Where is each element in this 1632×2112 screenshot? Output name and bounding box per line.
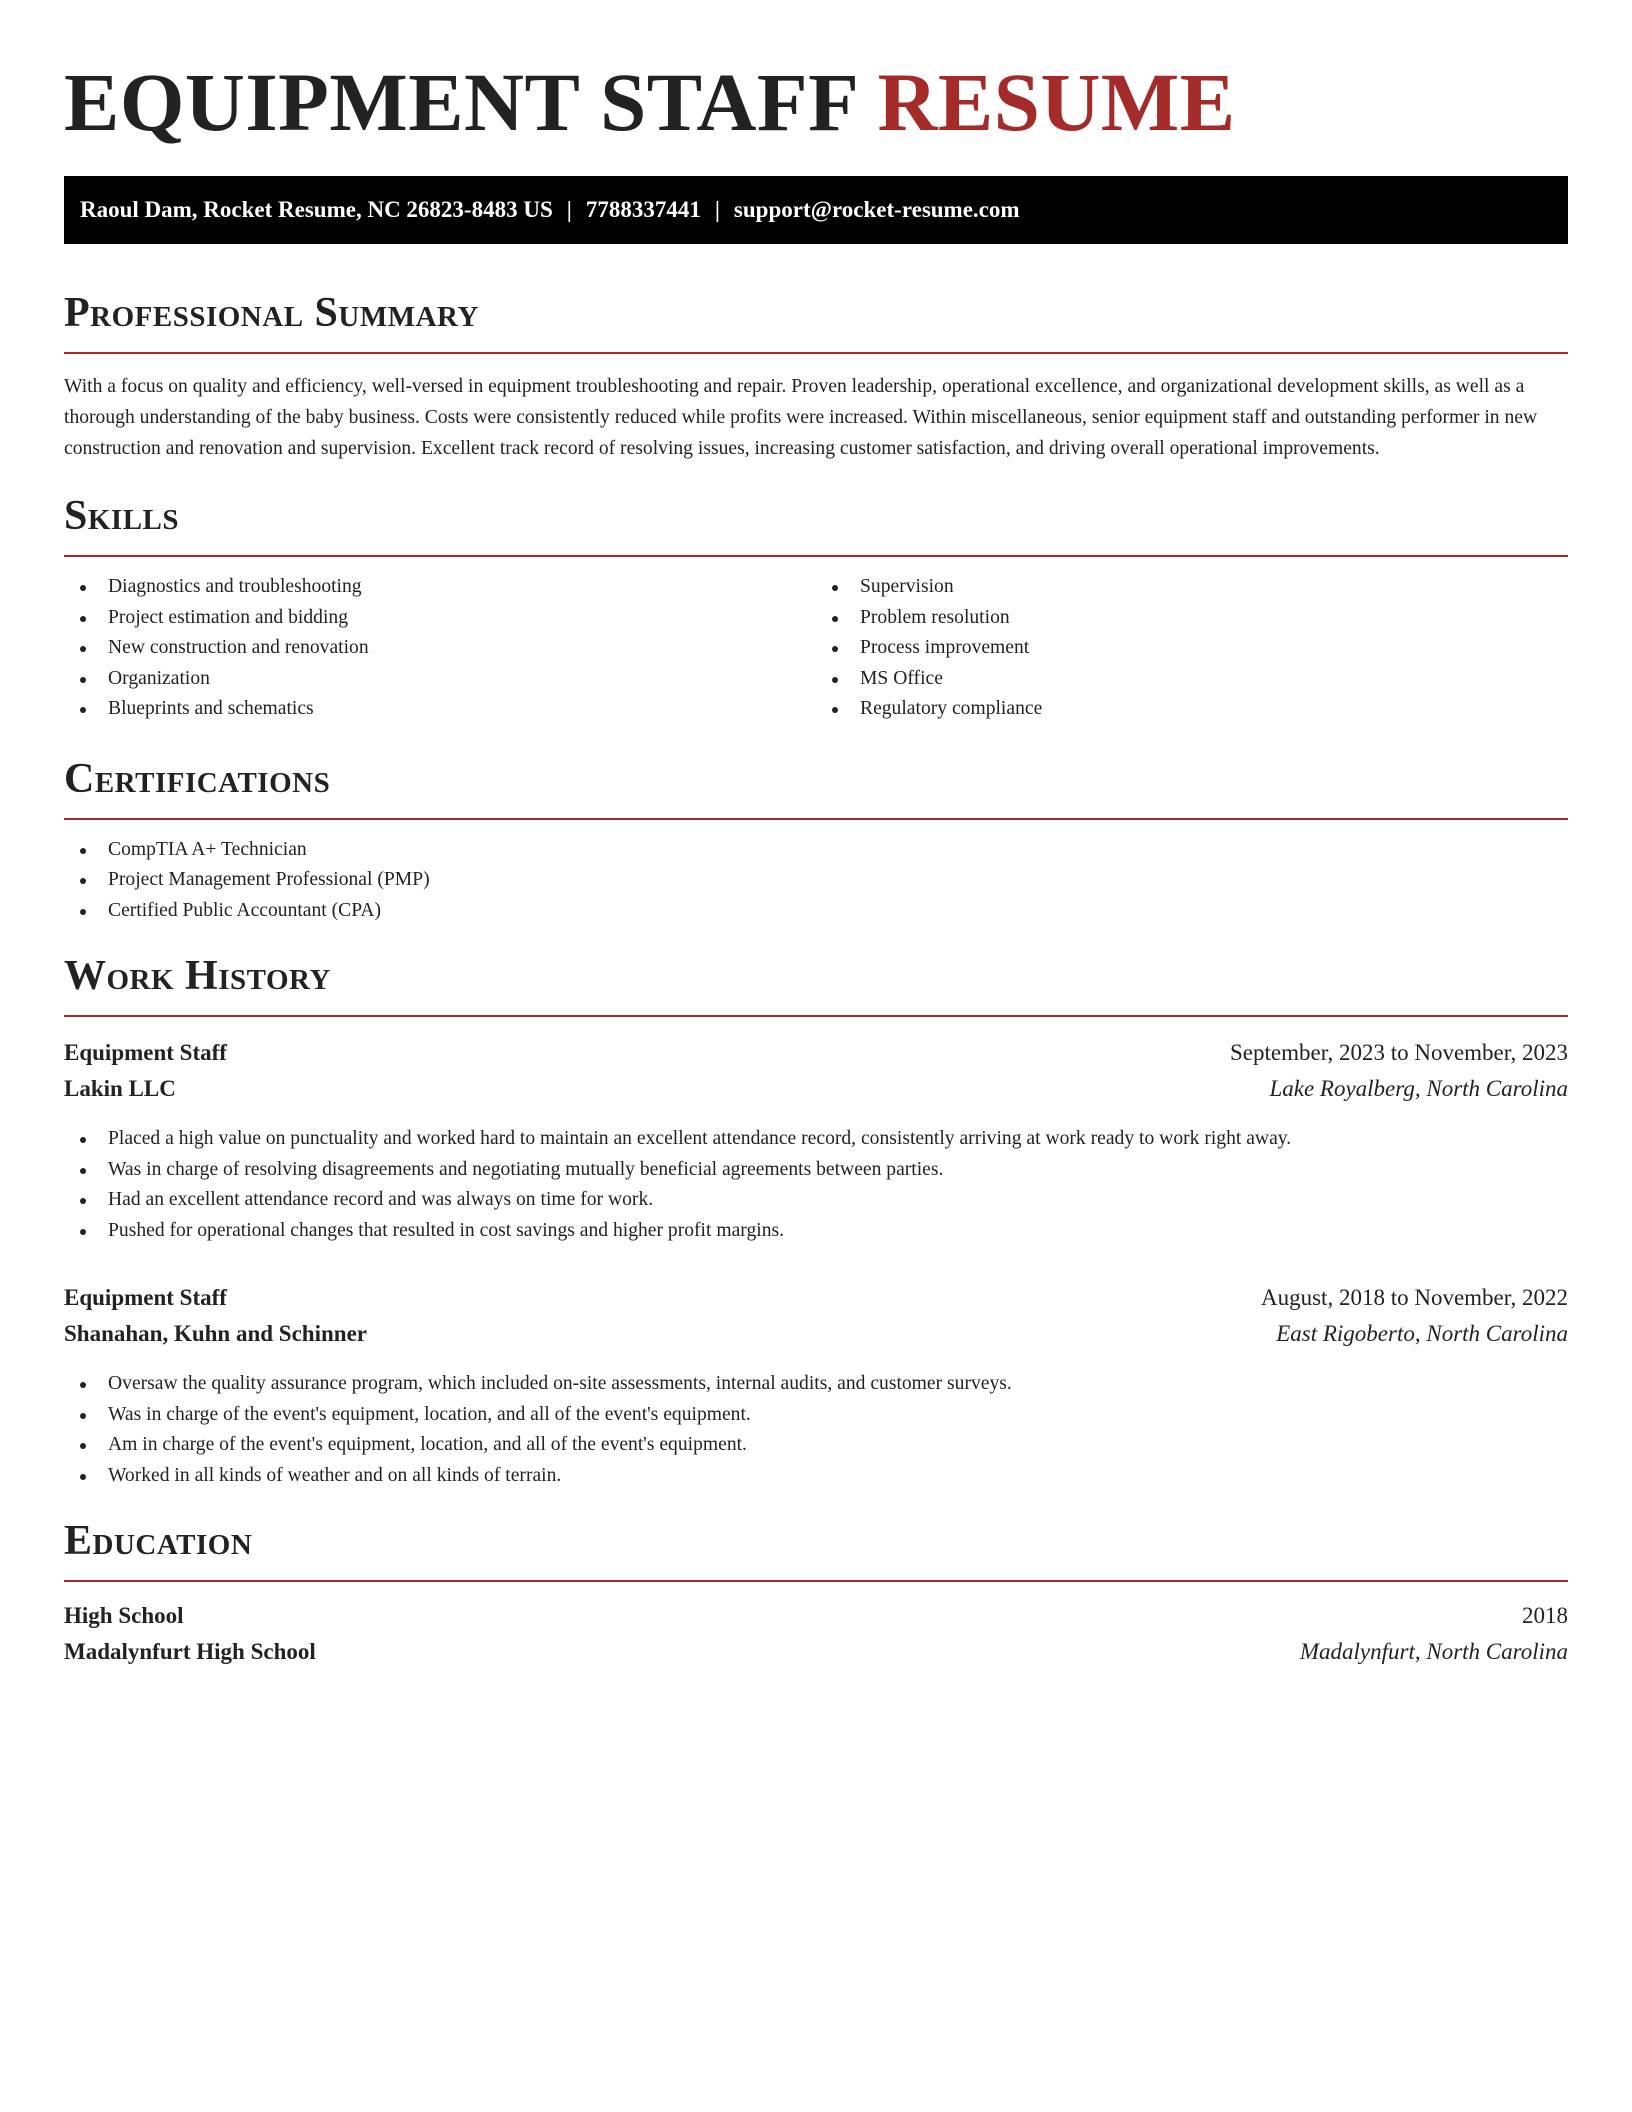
section-heading-skills: Skills <box>64 493 180 539</box>
education-entry <box>64 1598 1568 1670</box>
job-bullet: Had an excellent attendance record and was always on time for work. <box>80 1185 1568 1216</box>
skill-item: New construction and renovation <box>80 633 816 664</box>
education-location: Madalynfurt, North Carolina <box>1299 1639 1568 1664</box>
section-divider <box>64 1580 1568 1582</box>
education-section <box>64 1516 1568 1670</box>
job-header-row <box>64 1280 1568 1316</box>
company-name: Shanahan, Kuhn and Schinner <box>64 1321 367 1346</box>
job-bullet: Oversaw the quality assurance program, which included on-site assessments, internal audits, and customer surveys. <box>80 1369 1568 1400</box>
section-heading-education: Education <box>64 1518 253 1564</box>
skills-list-left <box>64 572 816 725</box>
certification-item: CompTIA A+ Technician <box>80 835 1568 866</box>
education-year: 2018 <box>1522 1603 1568 1628</box>
certifications-section <box>64 754 1568 927</box>
certification-item: Project Management Professional (PMP) <box>80 865 1568 896</box>
section-divider <box>64 818 1568 820</box>
job-bullet: Placed a high value on punctuality and worked hard to maintain an excellent attendance record, consistently arriving at work ready to work right away. <box>80 1124 1568 1155</box>
job-company-row <box>64 1316 1568 1352</box>
job-bullet: Am in charge of the event's equipment, location, and all of the event's equipment. <box>80 1430 1568 1461</box>
job-company-row <box>64 1071 1568 1107</box>
education-degree: High School <box>64 1603 184 1628</box>
job-bullets <box>64 1369 1568 1491</box>
contact-separator: | <box>566 197 572 222</box>
contact-address: Raoul Dam, Rocket Resume, NC 26823-8483 US <box>80 197 553 222</box>
title-accent: RESUME <box>877 56 1236 148</box>
contact-separator: | <box>714 197 720 222</box>
job-bullet: Was in charge of the event's equipment, location, and all of the event's equipment. <box>80 1400 1568 1431</box>
resume-title <box>64 0 1568 148</box>
job-dates: August, 2018 to November, 2022 <box>1261 1285 1568 1310</box>
job-bullet: Worked in all kinds of weather and on all kinds of terrain. <box>80 1461 1568 1492</box>
section-divider <box>64 352 1568 354</box>
section-heading-work-history: Work History <box>64 953 331 999</box>
job-bullet: Was in charge of resolving disagreements and negotiating mutually beneficial agreements between parties. <box>80 1155 1568 1186</box>
education-header-row <box>64 1598 1568 1634</box>
skill-item: Supervision <box>832 572 1568 603</box>
skill-item: Problem resolution <box>832 603 1568 634</box>
skill-item: Diagnostics and troubleshooting <box>80 572 816 603</box>
skill-item: Regulatory compliance <box>832 694 1568 725</box>
job-title: Equipment Staff <box>64 1040 227 1065</box>
contact-email: support@rocket-resume.com <box>733 197 1020 222</box>
section-heading-summary: Professional Summary <box>64 290 479 336</box>
job-entry <box>64 1280 1568 1491</box>
resume-page <box>64 0 1568 1670</box>
skill-item: Blueprints and schematics <box>80 694 816 725</box>
company-name: Lakin LLC <box>64 1076 176 1101</box>
section-divider <box>64 1015 1568 1017</box>
work-history-section <box>64 951 1568 1491</box>
job-bullet: Pushed for operational changes that resulted in cost savings and higher profit margins. <box>80 1216 1568 1247</box>
skill-item: Project estimation and bidding <box>80 603 816 634</box>
job-dates: September, 2023 to November, 2023 <box>1230 1040 1568 1065</box>
skill-item: Organization <box>80 664 816 695</box>
job-bullets <box>64 1124 1568 1246</box>
skills-columns <box>64 557 1568 725</box>
contact-phone: 7788337441 <box>585 197 701 222</box>
skills-section <box>64 491 1568 725</box>
summary-section <box>64 288 1568 464</box>
title-main: EQUIPMENT STAFF <box>64 56 857 148</box>
job-location: East Rigoberto, North Carolina <box>1276 1321 1568 1346</box>
job-entry <box>64 1035 1568 1246</box>
skill-item: MS Office <box>832 664 1568 695</box>
summary-text: With a focus on quality and efficiency, well-versed in equipment troubleshooting and repair. Proven leadership, operational excellence, and organizational development skills, as well as a thorough understanding of the baby business. Costs were consistently reduced while profits were increased. Within miscellaneous, senior equipment staff and outstanding performer in new construction and renovation and supervision. Excellent track record of resolving issues, increasing customer satisfaction, and driving overall operational improvements. <box>64 376 1538 459</box>
job-header-row <box>64 1035 1568 1071</box>
contact-bar <box>64 176 1568 244</box>
certifications-list <box>64 835 1568 927</box>
skills-list-right <box>816 572 1568 725</box>
section-heading-certifications: Certifications <box>64 755 331 802</box>
job-title: Equipment Staff <box>64 1285 227 1310</box>
education-school: Madalynfurt High School <box>64 1639 316 1664</box>
job-location: Lake Royalberg, North Carolina <box>1269 1076 1568 1101</box>
education-school-row <box>64 1634 1568 1670</box>
certification-item: Certified Public Accountant (CPA) <box>80 896 1568 927</box>
skill-item: Process improvement <box>832 633 1568 664</box>
